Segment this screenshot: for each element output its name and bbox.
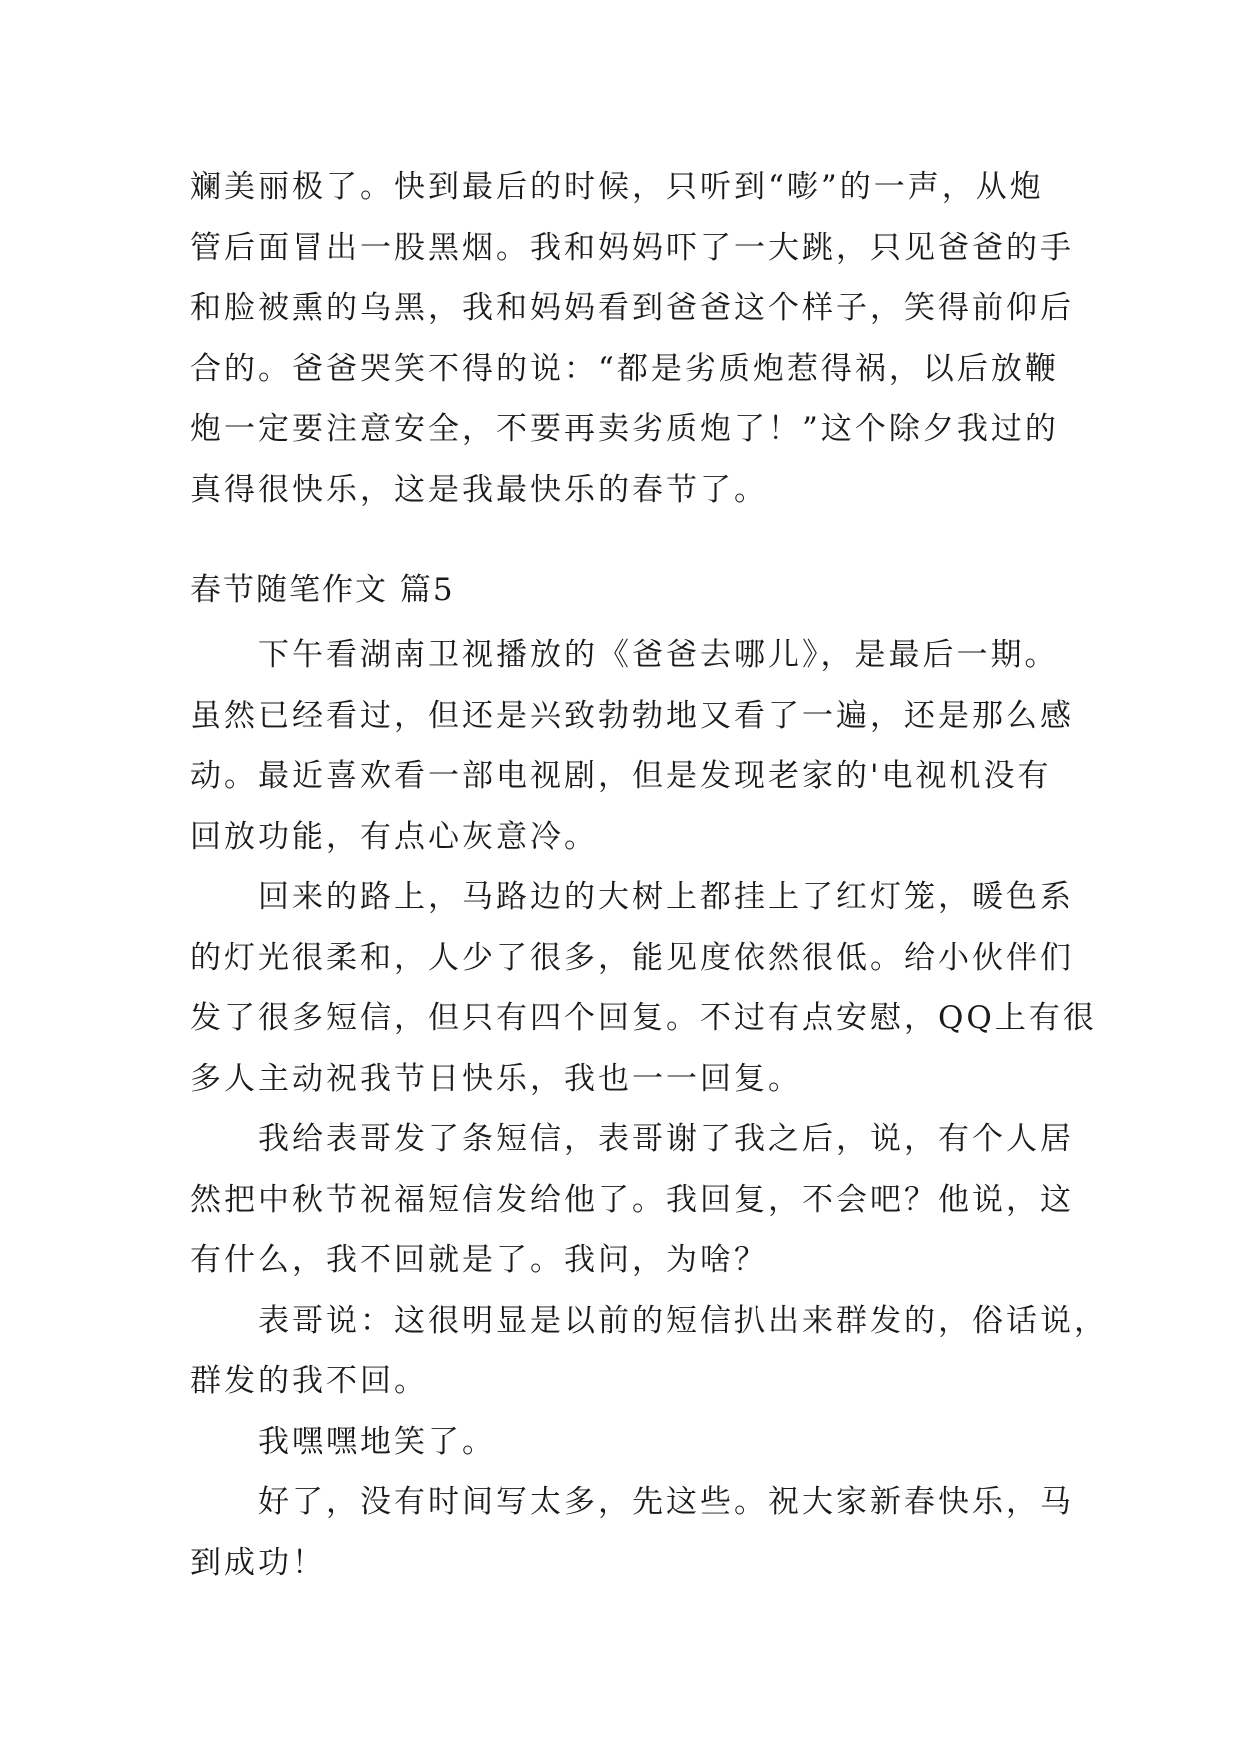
paragraph-line: 动。最近喜欢看一部电视剧，但是发现老家的'电视机没有 [190, 758, 1052, 794]
paragraph [190, 625, 1074, 867]
paragraph-line: 然把中秋节祝福短信发给他了。我回复，不会吧？他说，这 [190, 1181, 1074, 1218]
paragraph [190, 867, 1097, 1109]
paragraph-line: 的灯光很柔和，人少了很多，能见度依然很低。给小伙伴们 [190, 939, 1074, 976]
paragraph [190, 1412, 1060, 1473]
paragraph-line: 有什么，我不回就是了。我问，为啥？ [190, 1242, 768, 1278]
paragraph-line: 虽然已经看过，但还是兴致勃勃地又看了一遍，还是那么感 [190, 697, 1074, 734]
paragraph [190, 1472, 1074, 1593]
essay-body [190, 625, 1108, 1593]
paragraph-line: 下午看湖南卫视播放的《爸爸去哪儿》，是最后一期。 [258, 637, 1059, 673]
paragraph-line: 炮一定要注意安全，不要再卖劣质炮了！”这个除夕我过的 [190, 411, 1059, 447]
paragraph-line: 群发的我不回。 [190, 1363, 428, 1399]
continued-paragraph [190, 157, 1074, 520]
paragraph-line: 多人主动祝我节日快乐，我也一一回复。 [190, 1060, 802, 1097]
paragraph [190, 1291, 1108, 1412]
paragraph-line: 表哥说：这很明显是以前的短信扒出来群发的，俗话说， [258, 1302, 1108, 1339]
paragraph-line: 管后面冒出一股黑烟。我和妈妈吓了一大跳，只见爸爸的手 [190, 229, 1074, 266]
paragraph-line: 真得很快乐，这是我最快乐的春节了。 [190, 471, 768, 508]
section-heading: 春节随笔作文 篇5 [190, 572, 455, 608]
paragraph-line: 和脸被熏的乌黑，我和妈妈看到爸爸这个样子，笑得前仰后 [190, 290, 1074, 326]
paragraph-line: 好了，没有时间写太多，先这些。祝大家新春快乐，马 [258, 1484, 1074, 1520]
paragraph-line: 回来的路上，马路边的大树上都挂上了红灯笼，暖色系 [258, 879, 1074, 915]
paragraph-line: 我嘿嘿地笑了。 [258, 1423, 496, 1460]
paragraph-line: 到成功！ [190, 1544, 326, 1581]
paragraph-line: 发了很多短信，但只有四个回复。不过有点安慰，QQ上有很 [190, 1000, 1097, 1036]
paragraph-line: 斓美丽极了。快到最后的时候，只听到“嘭”的一声，从炮 [190, 169, 1044, 205]
paragraph [190, 1109, 1074, 1291]
paragraph-line: 回放功能，有点心灰意冷。 [190, 818, 598, 855]
paragraph-line: 我给表哥发了条短信，表哥谢了我之后，说，有个人居 [258, 1121, 1074, 1157]
paragraph-line: 合的。爸爸哭笑不得的说：“都是劣质炮惹得祸，以后放鞭 [190, 350, 1059, 387]
